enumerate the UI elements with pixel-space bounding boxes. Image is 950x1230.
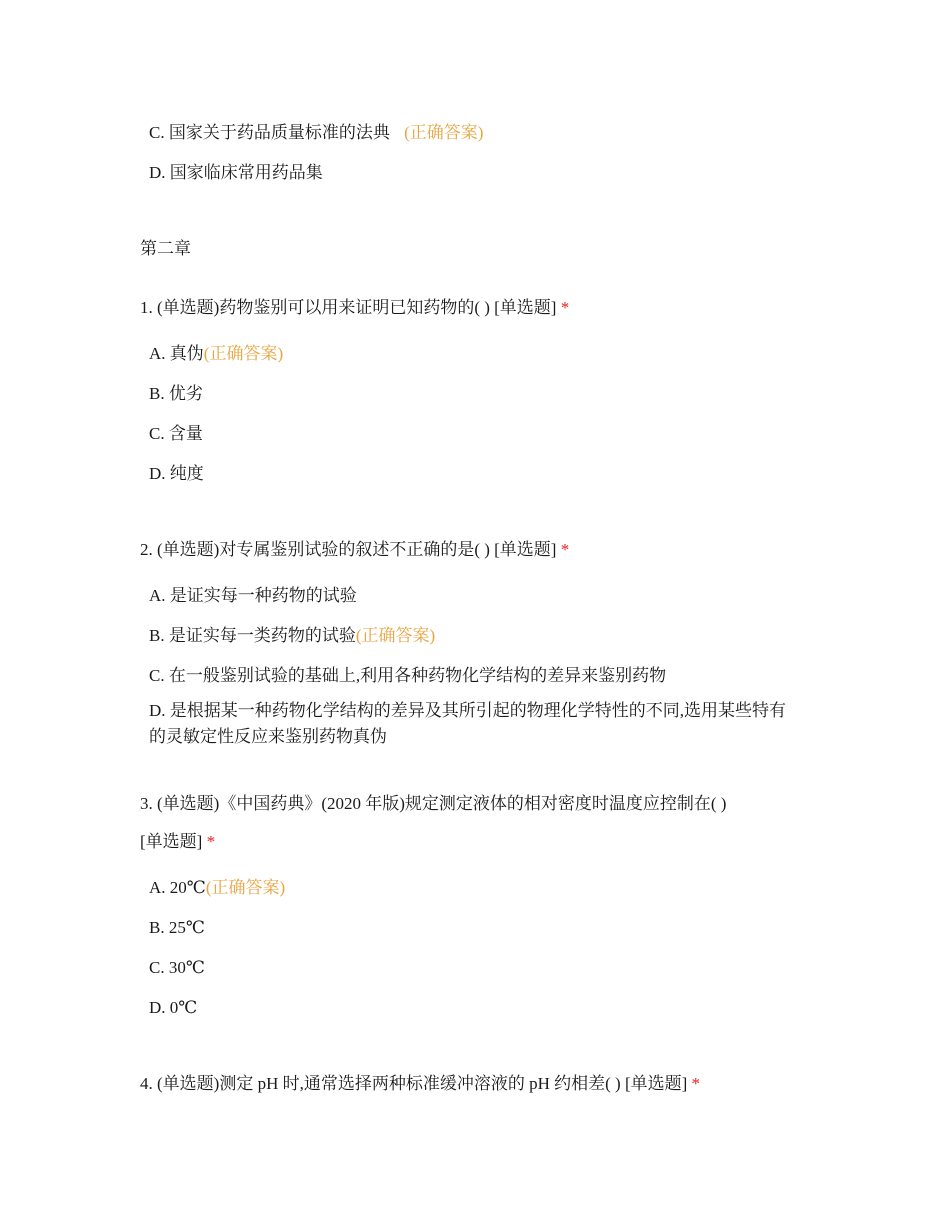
correct-answer-label: (正确答案) — [355, 626, 436, 645]
option-text: 优劣 — [168, 384, 203, 403]
option-text: 是证实每一种药物的试验 — [169, 586, 357, 605]
question-4 — [140, 1073, 700, 1095]
required-mark: * — [691, 1074, 701, 1093]
option-letter: A. — [149, 878, 166, 897]
option-text: 0℃ — [169, 998, 198, 1017]
question-number: 2. — [140, 540, 153, 559]
q2-option-a[interactable] — [149, 585, 357, 607]
question-2 — [140, 539, 569, 561]
question-text: (单选题)《中国药典》(2020 年版)规定测定液体的相对密度时温度应控制在( ) — [157, 794, 727, 813]
chapter-heading: 第二章 — [140, 239, 191, 258]
q1-option-b[interactable] — [149, 383, 203, 405]
q3-option-b[interactable] — [149, 917, 205, 939]
q2-option-c[interactable] — [149, 665, 666, 687]
question-3 — [140, 793, 726, 815]
option-text: 纯度 — [169, 464, 204, 483]
question-number: 1. — [140, 298, 153, 317]
option-text: 30℃ — [168, 958, 205, 977]
correct-answer-label: (正确答案) — [205, 878, 286, 897]
question-text: [单选题] — [140, 832, 203, 851]
correct-answer-label: (正确答案) — [203, 344, 284, 363]
question-number: 3. — [140, 794, 153, 813]
option-text: 真伪 — [169, 344, 204, 363]
correct-answer-label: (正确答案) — [404, 123, 484, 142]
option-letter: C. — [149, 424, 165, 443]
question-text: (单选题)药物鉴别可以用来证明已知药物的( ) [单选题] — [157, 298, 557, 317]
q3-option-c[interactable] — [149, 957, 205, 979]
q1-option-d[interactable] — [149, 463, 204, 485]
required-mark: * — [206, 832, 216, 851]
q2-option-d[interactable] — [149, 698, 799, 750]
option-letter: B. — [149, 918, 165, 937]
q1-option-a[interactable] — [149, 343, 283, 365]
option-letter: D. — [149, 998, 166, 1017]
option-letter: B. — [149, 384, 165, 403]
option-text: 是证实每一类药物的试验 — [168, 626, 356, 645]
option-text: 是根据某一种药物化学结构的差异及其所引起的物理化学特性的不同,选用某些特有的灵敏定性反应来鉴别药物真伪 — [149, 701, 787, 746]
q1-option-c[interactable] — [149, 423, 203, 445]
option-letter: B. — [149, 626, 165, 645]
option-text: 国家临床常用药品集 — [169, 163, 323, 182]
option-letter: C. — [149, 666, 165, 685]
q3-option-d[interactable] — [149, 997, 197, 1019]
q2-option-b[interactable] — [149, 625, 435, 647]
q3-option-a[interactable] — [149, 877, 285, 899]
option-text: 20℃ — [169, 878, 206, 897]
option-text: 在一般鉴别试验的基础上,利用各种药物化学结构的差异来鉴别药物 — [168, 666, 667, 685]
option-text: 国家关于药品质量标准的法典 — [168, 123, 390, 142]
question-text: (单选题)测定 pH 时,通常选择两种标准缓冲溶液的 pH 约相差( ) [单选题] — [157, 1074, 688, 1093]
option-letter: D. — [149, 701, 166, 720]
option-letter: A. — [149, 586, 166, 605]
option-text: 含量 — [168, 424, 203, 443]
required-mark: * — [560, 540, 570, 559]
option-letter: A. — [149, 344, 166, 363]
option-letter: C. — [149, 958, 165, 977]
option-letter: D. — [149, 163, 166, 182]
required-mark: * — [560, 298, 570, 317]
question-text: (单选题)对专属鉴别试验的叙述不正确的是( ) [单选题] — [157, 540, 557, 559]
question-1 — [140, 297, 569, 319]
option-prev-d[interactable] — [149, 162, 323, 184]
option-letter: C. — [149, 123, 165, 142]
option-text: 25℃ — [168, 918, 205, 937]
question-3-continued — [140, 831, 215, 853]
option-prev-c[interactable] — [149, 122, 483, 144]
option-letter: D. — [149, 464, 166, 483]
question-number: 4. — [140, 1074, 153, 1093]
